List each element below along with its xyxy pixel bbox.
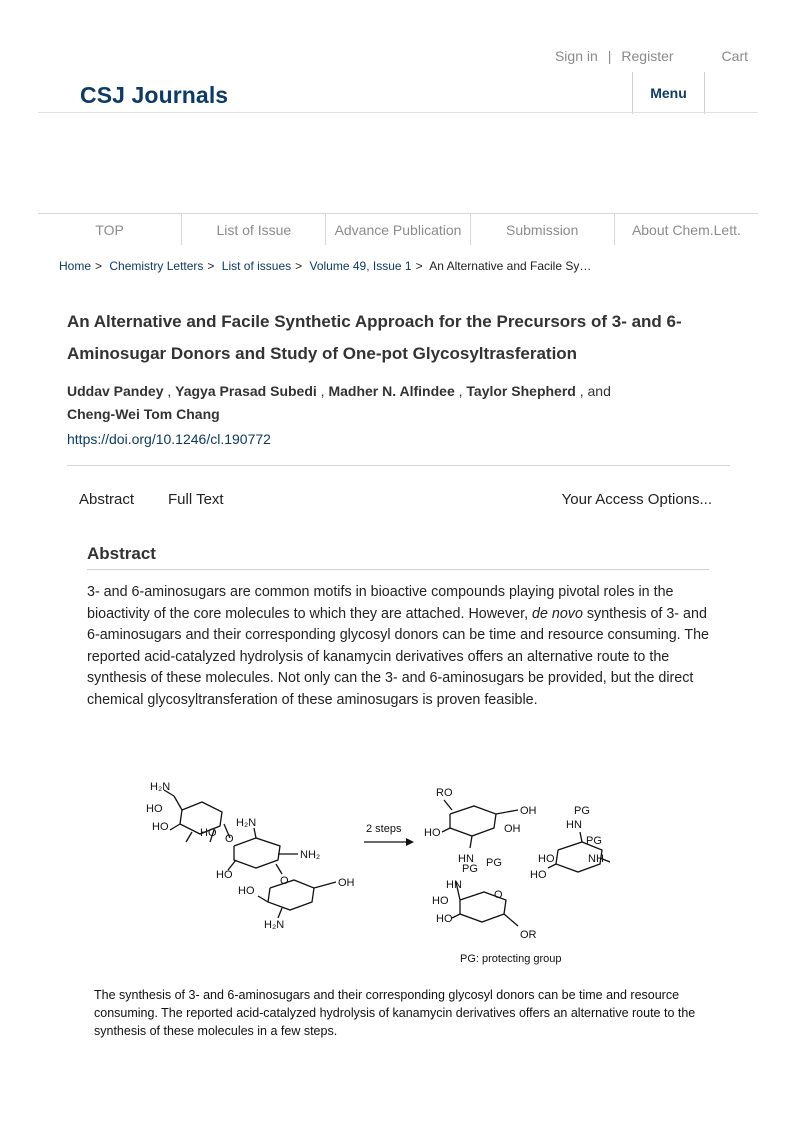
nav-about[interactable]: About Chem.Lett. bbox=[631, 221, 741, 238]
atom-label: PG bbox=[486, 857, 502, 869]
author-separator: , bbox=[316, 383, 329, 399]
atom-label: HO bbox=[538, 853, 555, 865]
author-separator: , bbox=[454, 383, 467, 399]
nav-advance-publication[interactable]: Advance Publication bbox=[326, 214, 470, 245]
doi-link[interactable]: https://doi.org/10.1246/cl.190772 bbox=[67, 431, 271, 447]
link-separator: | bbox=[607, 48, 612, 64]
sign-in-link[interactable]: Sign in bbox=[554, 48, 598, 64]
author-list bbox=[67, 380, 707, 426]
abstract-heading: Abstract bbox=[87, 544, 709, 570]
arrow-label: 2 steps bbox=[366, 823, 402, 835]
header-divider bbox=[38, 112, 758, 113]
atom-label: HO bbox=[530, 869, 547, 881]
atom-label: HN bbox=[566, 819, 582, 831]
abstract-text bbox=[87, 582, 715, 711]
atom-label: HO bbox=[200, 827, 217, 839]
atom-label: RO bbox=[436, 787, 453, 799]
breadcrumb-home[interactable]: Home bbox=[59, 259, 92, 273]
breadcrumb-arrow: > bbox=[207, 259, 215, 273]
atom-label: OR bbox=[520, 929, 537, 941]
atom-label: HO bbox=[432, 895, 449, 907]
atom-label: OH bbox=[520, 805, 537, 817]
breadcrumb-arrow: > bbox=[415, 259, 423, 273]
cart-link[interactable]: Cart bbox=[721, 48, 748, 64]
atom-label: PG bbox=[574, 805, 590, 817]
figure-legend: PG: protecting group bbox=[460, 953, 562, 965]
graphical-abstract bbox=[140, 770, 610, 970]
atom-label: HO bbox=[216, 869, 233, 881]
author-name[interactable]: Taylor Shepherd bbox=[466, 383, 576, 399]
atom-label: PG bbox=[586, 835, 602, 847]
doi-divider bbox=[67, 465, 730, 466]
atom-label: HN bbox=[458, 853, 474, 865]
nav-top[interactable]: TOP bbox=[38, 214, 182, 245]
menu-button[interactable]: Menu bbox=[632, 72, 705, 114]
breadcrumb-current: An Alternative and Facile Sy… bbox=[429, 259, 592, 273]
atom-label: PG bbox=[462, 863, 478, 875]
atom-label: OH bbox=[338, 877, 355, 889]
access-options-link[interactable]: Your Access Options... bbox=[561, 491, 712, 508]
atom-label: HO bbox=[146, 803, 163, 815]
journal-nav bbox=[38, 213, 758, 245]
author-name[interactable]: Yagya Prasad Subedi bbox=[175, 383, 317, 399]
site-logo[interactable]: CSJ Journals bbox=[80, 82, 229, 108]
abstract-text-part2: synthesis of 3- and 6-aminosugars and their corresponding glycosyl donors can be time and resource consuming. The reported acid-catalyzed hydrolysis of kanamycin derivatives offers an alternative route to the synthesis of these molecules. Not only can the 3- and 6-aminosugars be provided, but the direct chemical glycosyltransferation of these aminosugars is proven feasible. bbox=[87, 605, 709, 708]
atom-label: NH₂ bbox=[300, 849, 321, 861]
breadcrumb-arrow: > bbox=[295, 259, 303, 273]
tab-abstract[interactable]: Abstract bbox=[79, 491, 135, 508]
breadcrumb-volume[interactable]: Volume 49, Issue 1 bbox=[309, 259, 412, 273]
nav-submission[interactable]: Submission bbox=[471, 214, 615, 245]
author-name[interactable]: Uddav Pandey bbox=[67, 383, 164, 399]
atom-label: O bbox=[280, 875, 289, 887]
atom-label: O bbox=[225, 833, 234, 845]
nav-list-of-issue[interactable]: List of Issue bbox=[182, 214, 326, 245]
breadcrumb-issues[interactable]: List of issues bbox=[221, 259, 292, 273]
author-name[interactable]: Cheng-Wei Tom Chang bbox=[67, 406, 220, 422]
author-separator: , bbox=[163, 383, 176, 399]
register-link[interactable]: Register bbox=[621, 48, 674, 64]
atom-label: HO bbox=[238, 885, 255, 897]
breadcrumb-journal[interactable]: Chemistry Letters bbox=[109, 259, 204, 273]
atom-label: HO bbox=[436, 913, 453, 925]
figure-caption: The synthesis of 3- and 6-aminosugars and their corresponding glycosyl donors can be time and resource consuming. The reported acid-catalyzed hydrolysis of kanamycin derivatives offers an alternative route to the synthesis of these molecules in a few steps. bbox=[94, 988, 696, 1038]
abstract-text-part1: 3- and 6-aminosugars are common motifs in bioactive compounds playing pivotal roles in the bioactivity of the core molecules to which they are attached. However, bbox=[87, 584, 674, 622]
author-separator: , and bbox=[575, 383, 611, 399]
atom-label: HN bbox=[446, 879, 462, 891]
tab-full-text[interactable]: Full Text bbox=[168, 491, 224, 508]
breadcrumb-arrow: > bbox=[95, 259, 103, 273]
article-title: An Alternative and Facile Synthetic Approach for the Precursors of 3- and 6-Aminosugar Donors and Study of One-pot Glycosyltrasferation bbox=[67, 312, 682, 363]
atom-label: HO bbox=[424, 827, 441, 839]
reaction-scheme bbox=[140, 770, 610, 970]
atom-label: NH bbox=[588, 853, 604, 865]
atom-label: OH bbox=[504, 823, 521, 835]
author-name[interactable]: Madher N. Alfindee bbox=[328, 383, 455, 399]
breadcrumb bbox=[59, 259, 591, 273]
atom-label: HO bbox=[152, 821, 169, 833]
atom-label: H₂N bbox=[236, 817, 257, 829]
reaction-arrow bbox=[364, 838, 414, 846]
abstract-text-emphasis: de novo bbox=[532, 605, 583, 622]
account-links bbox=[555, 48, 748, 64]
atom-label: H₂N bbox=[150, 781, 171, 793]
atom-label: H₂N bbox=[264, 919, 285, 931]
atom-label: O bbox=[494, 889, 503, 901]
